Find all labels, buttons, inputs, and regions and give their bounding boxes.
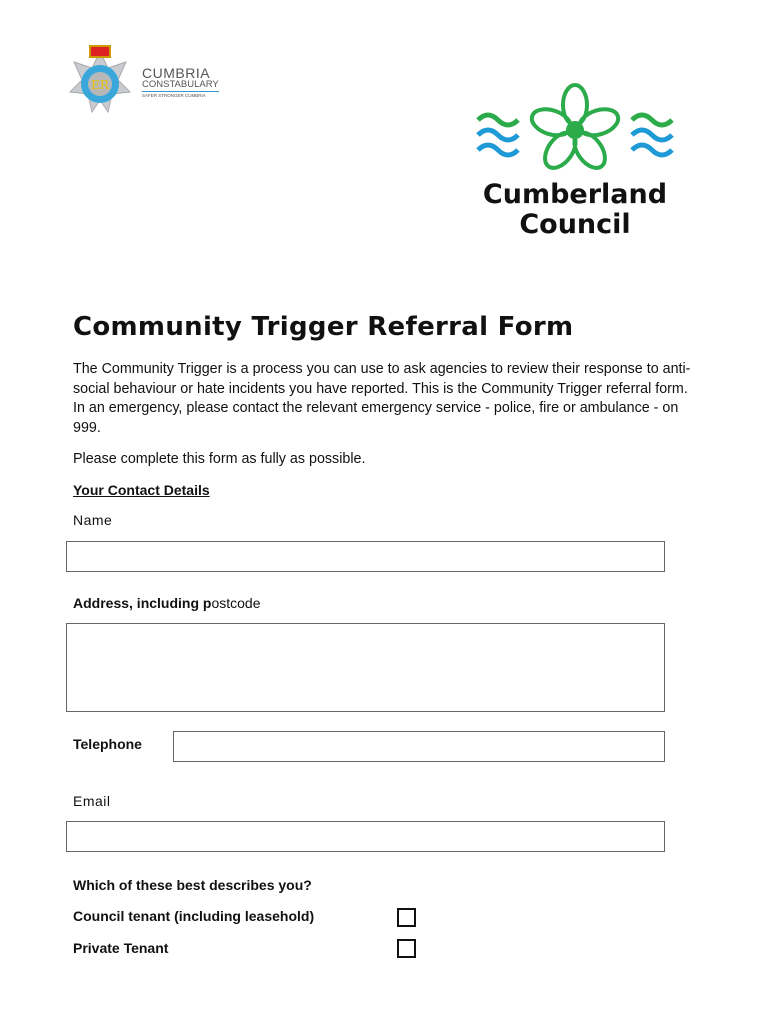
svg-text:ER: ER <box>91 78 109 92</box>
address-label-rest: ostcode <box>211 595 261 611</box>
page-title: Community Trigger Referral Form <box>73 312 574 342</box>
intro-paragraph: The Community Trigger is a process you can use to ask agencies to review their response to anti-social behaviour or hate incidents you have reported. This is the Community Trigger referral form. In an emergency, please contact the relevant emergency service - police, fire or ambulance - on 999. <box>73 361 691 436</box>
telephone-input[interactable] <box>173 731 665 762</box>
logo-text: CONSTABULARY <box>142 79 219 90</box>
cumberland-council-logo <box>470 80 680 240</box>
logo-text: CUMBRIA <box>142 65 211 81</box>
telephone-label: Telephone <box>73 736 142 752</box>
logo-text: SAFER STRONGER CUMBRIA <box>142 92 206 98</box>
cumbria-constabulary-logo <box>60 40 219 120</box>
name-label: Name <box>73 512 113 528</box>
address-label <box>73 595 261 611</box>
private-tenant-checkbox[interactable] <box>397 939 416 958</box>
logo-text: Cumberland <box>482 179 668 210</box>
option-private-tenant-label: Private Tenant <box>73 940 169 956</box>
logo-text: Council <box>519 209 631 240</box>
address-input[interactable] <box>66 623 665 712</box>
email-input[interactable] <box>66 821 665 852</box>
email-label: Email <box>73 793 111 809</box>
option-council-tenant-label: Council tenant (including leasehold) <box>73 908 315 924</box>
name-input[interactable] <box>66 541 665 572</box>
council-tenant-checkbox[interactable] <box>397 908 416 927</box>
instruction-text: Please complete this form as fully as possible. <box>73 451 366 467</box>
flower-wave-icon <box>470 80 680 180</box>
address-label-bold: Address, including p <box>73 595 212 611</box>
police-badge-icon <box>60 40 140 120</box>
section-heading: Your Contact Details <box>73 482 210 498</box>
describes-you-question: Which of these best describes you? <box>73 877 312 893</box>
